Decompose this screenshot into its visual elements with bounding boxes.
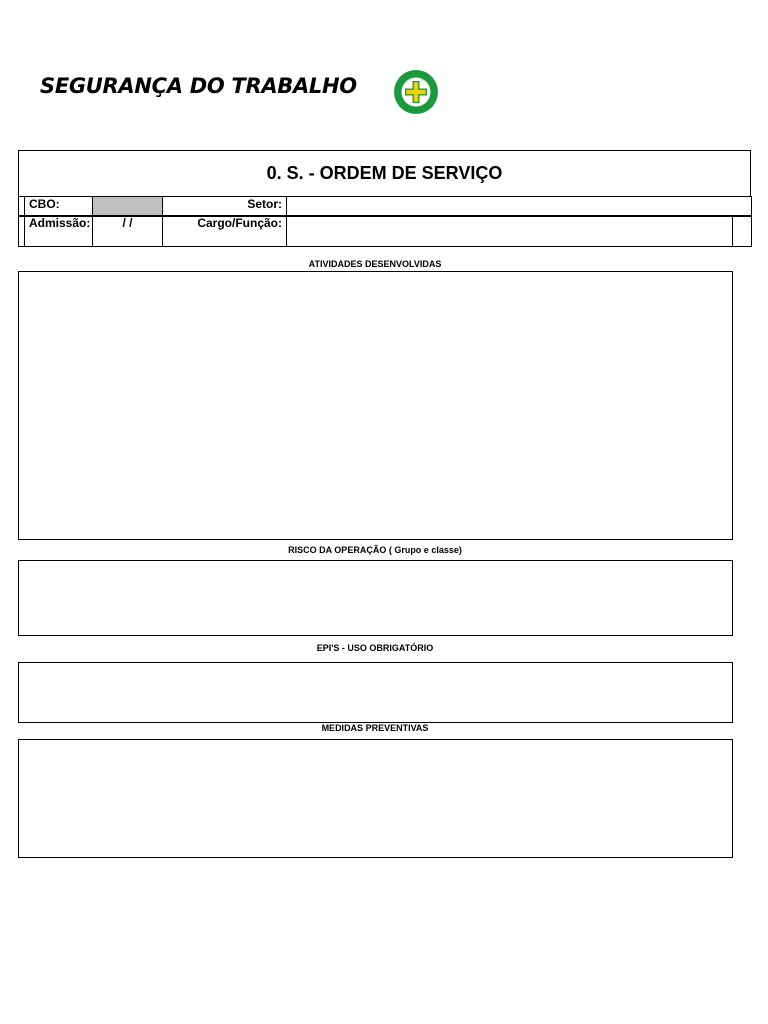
atividades-label: ATIVIDADES DESENVOLVIDAS	[308, 259, 442, 269]
cbo-label: CBO:	[25, 197, 93, 217]
admissao-field[interactable]: / /	[93, 216, 163, 247]
order-header	[18, 150, 751, 197]
cbo-field[interactable]	[93, 197, 163, 217]
risco-field[interactable]	[18, 560, 733, 636]
green-cross-logo-icon	[392, 68, 440, 116]
risco-label: RISCO DA OPERAÇÃO ( Grupo e classe)	[288, 545, 462, 555]
info-row-cbo-setor	[18, 196, 752, 217]
cargo-field[interactable]	[287, 216, 733, 247]
epis-field[interactable]	[18, 662, 733, 723]
admissao-label: Admissão:	[25, 216, 93, 247]
info-row-admissao-cargo	[18, 215, 752, 247]
cargo-label: Cargo/Função:	[163, 216, 287, 247]
medidas-label: MEDIDAS PREVENTIVAS	[321, 723, 429, 733]
atividades-field[interactable]	[18, 271, 733, 540]
setor-label: Setor:	[163, 197, 287, 217]
epis-label: EPI'S - USO OBRIGATÓRIO	[316, 643, 434, 653]
row-end-cell	[733, 216, 752, 247]
page-title: SEGURANÇA DO TRABALHO	[40, 74, 357, 98]
medidas-field[interactable]	[18, 739, 733, 858]
setor-field[interactable]	[287, 197, 752, 217]
form-title: 0. S. - ORDEM DE SERVIÇO	[266, 163, 503, 183]
